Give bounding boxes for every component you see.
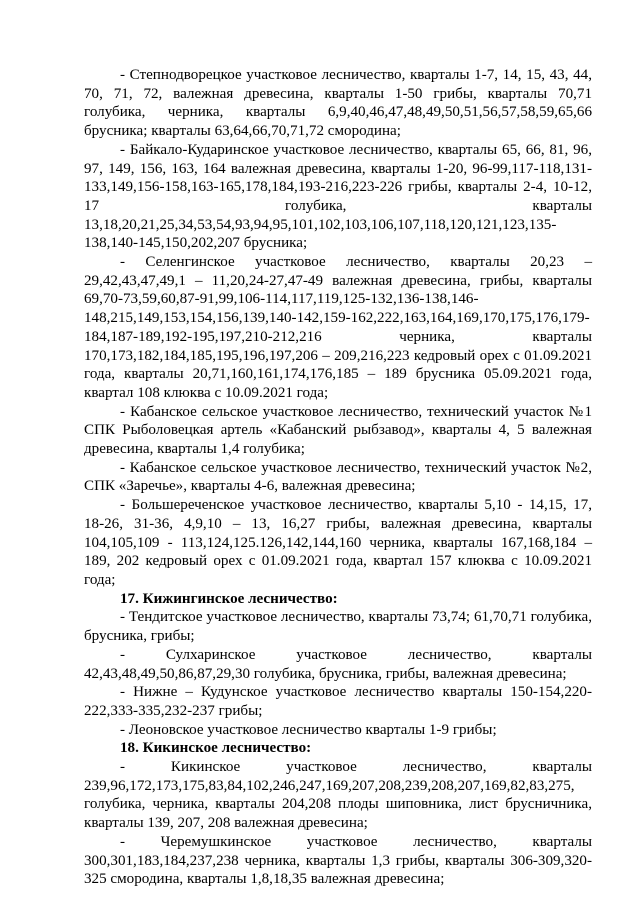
paragraph-kabanskoe-uchastok-1: - Кабанское сельское участковое лесничество, технический участок №1 СПК Рыболовецкая артель «Кабанский рыбзавод», кварталы 4, 5 валежная древесина, кварталы 1,4 голубика;	[84, 403, 592, 458]
paragraph-kikinskoe: - Кикинское участковое лесничество, кварталы 239,96,172,173,175,83,84,102,246,247,169,207,208,239,208,207,169,82,83,275, голубика, черника, кварталы 204,208 плоды шиповника, лист брусничника, кварталы 139, 207, 208 валежная древесина;	[84, 759, 592, 832]
section-heading-kikinskoe: 18. Кикинское лесничество:	[120, 740, 312, 757]
paragraph-leonovskoe: - Леоновское участковое лесничество кварталы 1-9 грибы;	[120, 721, 497, 738]
paragraph-kabanskoe-uchastok-2: - Кабанское сельское участковое лесничество, технический участок №2, СПК «Заречье», кварталы 4-6, валежная древесина;	[84, 459, 592, 495]
document-page	[84, 66, 592, 889]
section-heading-kizhinginskoe: 17. Кижингинское лесничество:	[120, 590, 338, 607]
paragraph-tenditskoe: - Тендитское участковое лесничество, кварталы 73,74; 61,70,71 голубика, брусника, грибы;	[84, 609, 592, 645]
paragraph-baikalo-kudarinskoe: - Байкало-Кударинское участковое лесничество, кварталы 65, 66, 81, 96, 97, 149, 156, 163, 164 валежная древесина, кварталы 1-20, 96-99,117-118,131-133,149,156-158,163-165,178,184,193-216,223-226 грибы, кварталы 2-4, 10-12, 17 голубика, кварталы 13,18,20,21,25,34,53,54,93,94,95,101,102,103,106,107,118,120,121,123,135-138,140-145,150,202,207 брусника;	[84, 141, 592, 252]
paragraph-selenginskoe: - Селенгинское участковое лесничество, кварталы 20,23 – 29,42,43,47,49,1 – 11,20,24-27,47-49 валежная древесина, грибы, кварталы 69,70-73,59,60,87-91,99,106-114,117,119,125-132,136-138,146-148,215,149,153,154,156,139,140-142,159-162,222,163,164,169,170,175,176,179-184,187-189,192-195,197,210-212,216 черника, кварталы 170,173,182,184,185,195,196,197,206 – 209,216,223 кедровый орех с 01.09.2021 года, кварталы 20,71,160,161,174,176,185 – 189 брусника 05.09.2021 года, квартал 108 клюква с 10.09.2021 года;	[84, 254, 592, 401]
paragraph-bolsherechenskoe: - Большереченское участковое лесничество, кварталы 5,10 - 14,15, 17, 18-26, 31-36, 4,9,10 – 13, 16,27 грибы, валежная древесина, кварталы 104,105,109 - 113,124,125.126,142,144,160 черника, кварталы 167,168,184 – 189, 202 кедровый орех с 01.09.2021 года, квартал 157 клюква с 10.09.2021 года;	[84, 497, 592, 588]
paragraph-nizhne-kudunskoe: - Нижне – Кудунское участковое лесничество кварталы 150-154,220-222,333-335,232-237 грибы;	[84, 684, 592, 719]
paragraph-cheremushkinskoe: - Черемушкинское участковое лесничество, кварталы 300,301,183,184,237,238 черника, кварталы 1,3 грибы, кварталы 306-309,320-325 смородина, кварталы 1,8,18,35 валежная древесина;	[84, 833, 592, 888]
paragraph-sulkharinskoe: - Сулхаринское участковое лесничество, кварталы 42,43,48,49,50,86,87,29,30 голубика, брусника, грибы, валежная древесина;	[84, 646, 592, 682]
paragraph-stepnodvoretskoe: - Степнодворецкое участковое лесничество, кварталы 1-7, 14, 15, 43, 44, 70, 71, 72, валежная древесина, кварталы 1-50 грибы, кварталы 70,71 голубика, черника, кварталы 6,9,40,46,47,48,49,50,51,56,57,58,59,65,66 брусника; кварталы 63,64,66,70,71,72 смородина;	[84, 67, 592, 140]
